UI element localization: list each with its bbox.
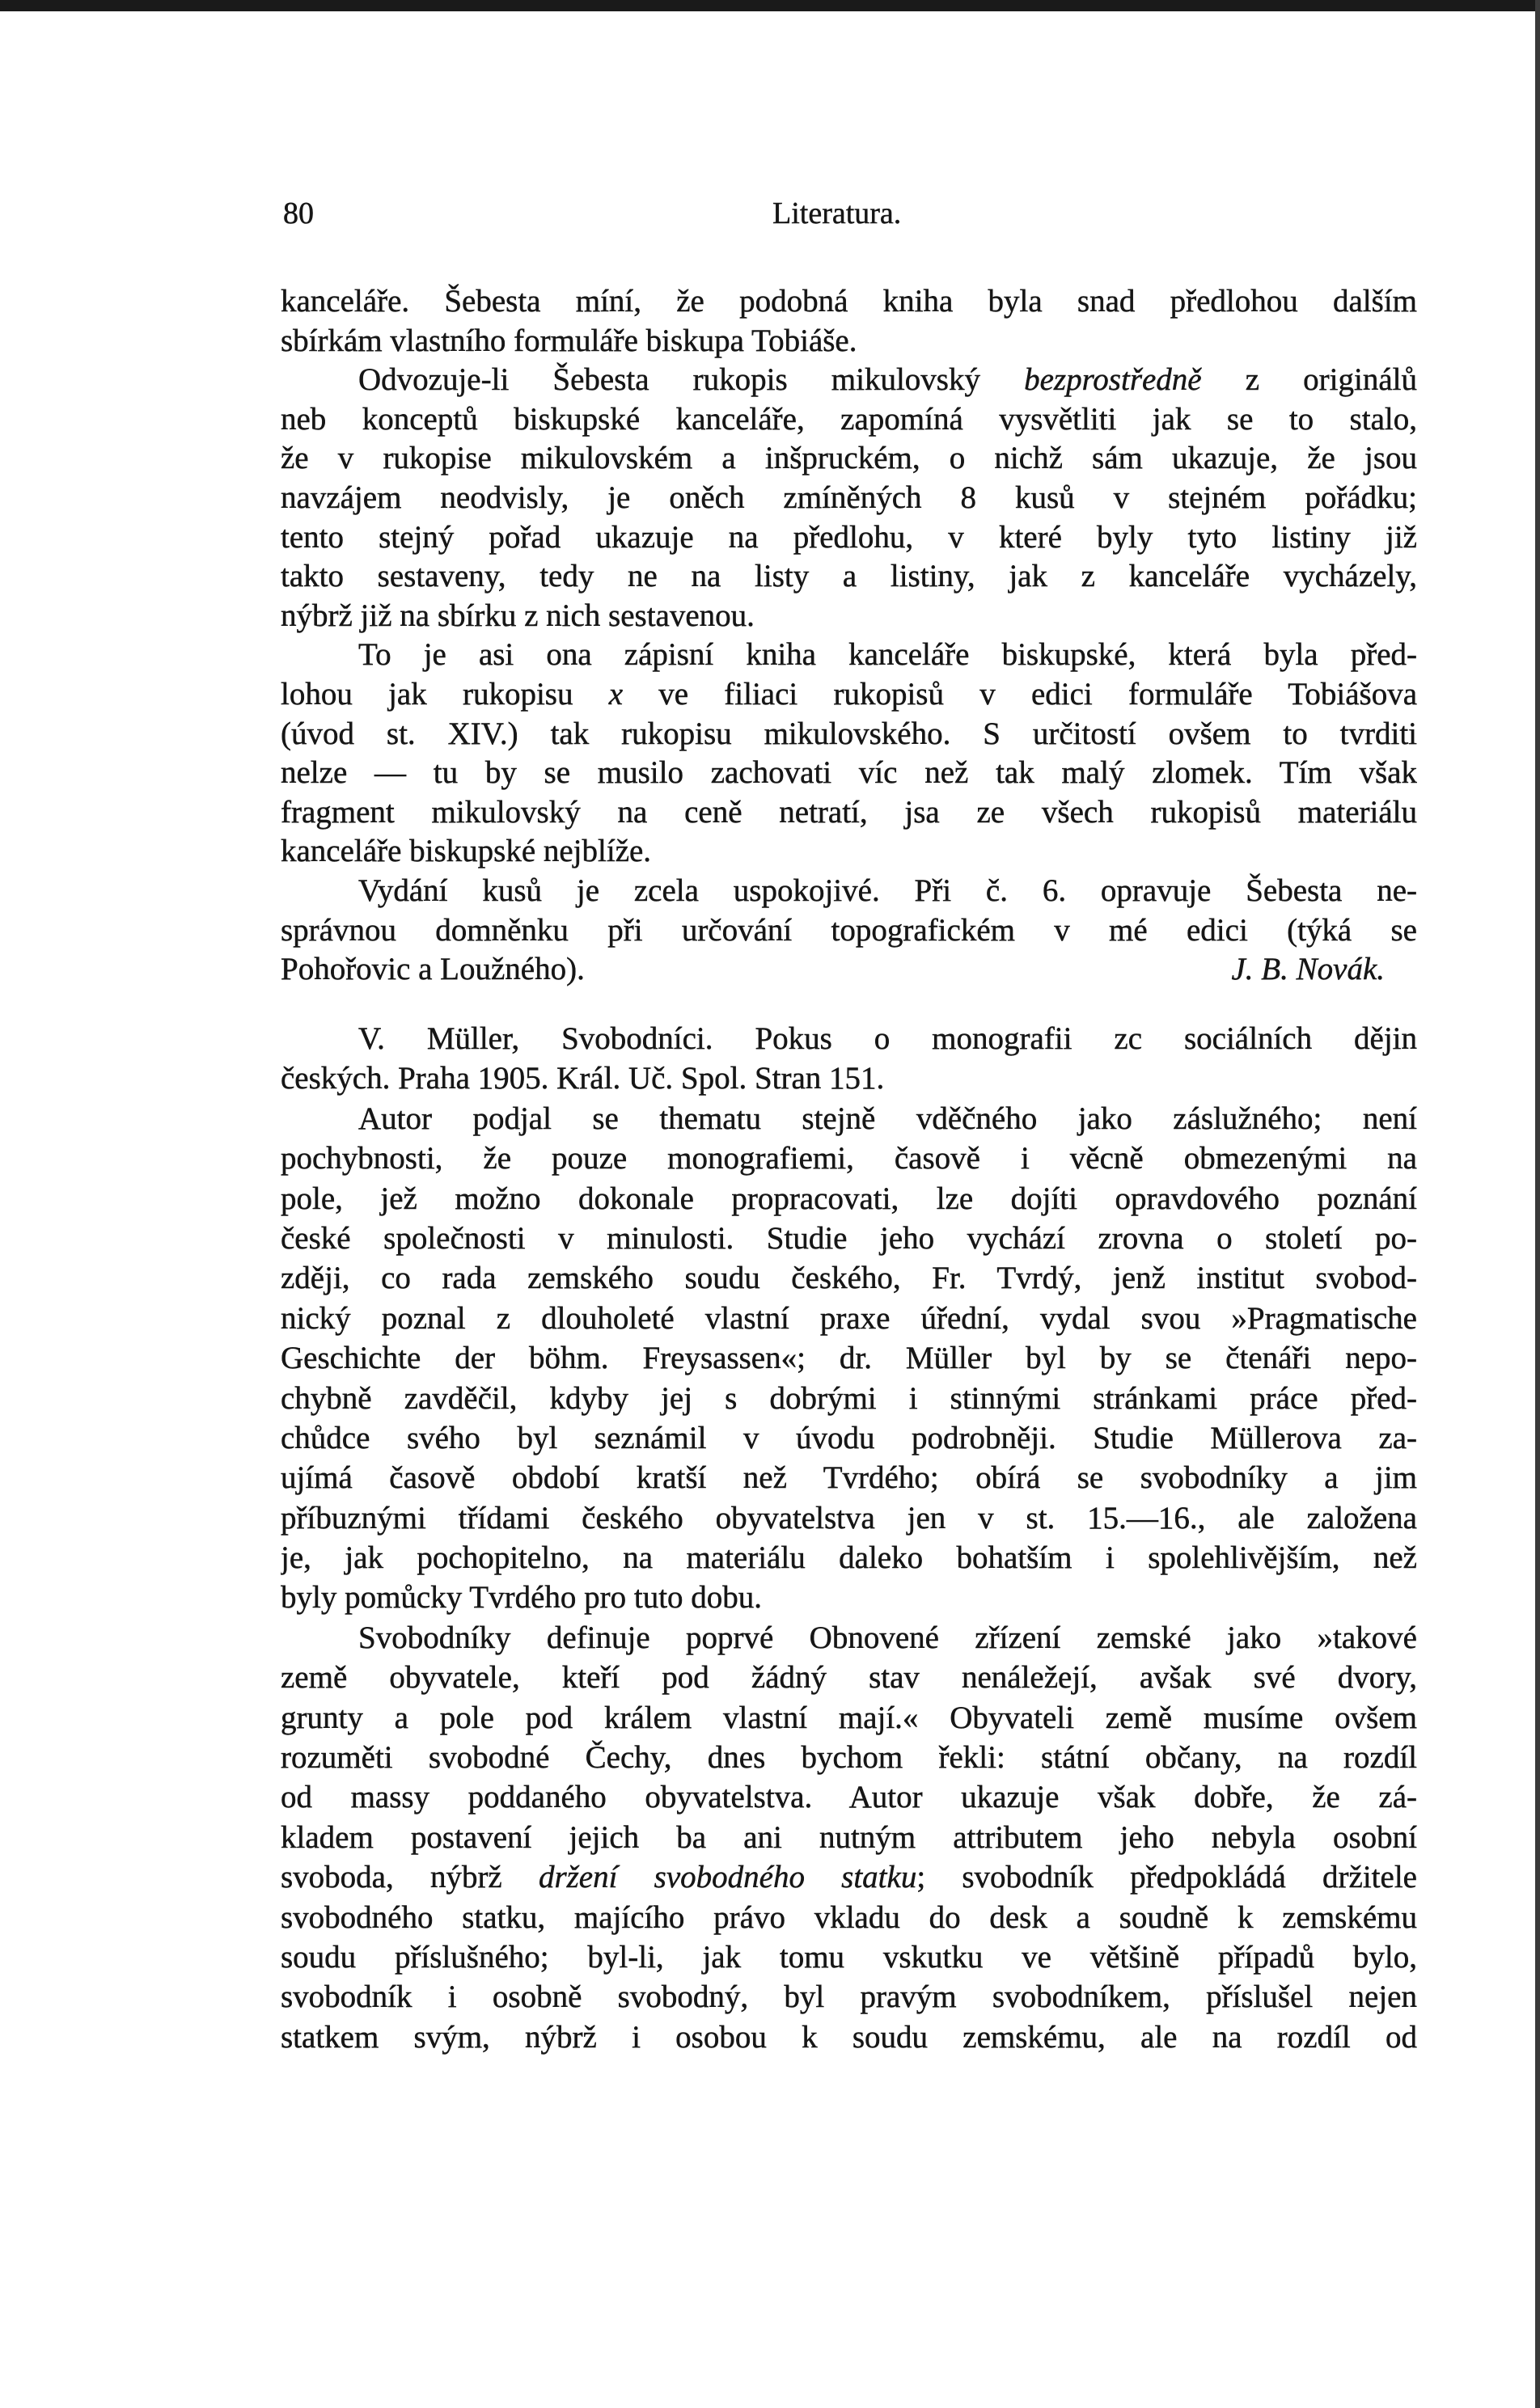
scan-edge-top (0, 0, 1540, 11)
text-line: pochybnosti, že pouze monografiemi, časově i věcně obmezenými na (281, 1141, 1417, 1177)
review-sebesta-body (281, 282, 1417, 990)
review-muller-body (281, 1019, 1417, 2057)
text-segment: lohou jak rukopisu (281, 676, 609, 712)
text-line: Svobodníky definuje poprvé Obnovené zřízení zemské jako »takové (358, 1620, 1417, 1655)
page-number: 80 (283, 196, 314, 230)
text-line: grunty a pole pod králem vlastní mají.« Obyvateli země musíme ovšem (281, 1700, 1417, 1735)
text-line: To je asi ona zápisní kniha kanceláře biskupské, která byla před- (358, 637, 1417, 673)
paragraph (281, 636, 1417, 872)
text-line: českých. Praha 1905. Král. Uč. Spol. Stran 151. (281, 1061, 885, 1096)
text-line: zději, co rada zemského soudu českého, Fr. Tvrdý, jenž institut svobod- (281, 1261, 1417, 1296)
text-line: kanceláře. Šebesta míní, že podobná kniha byla snad předlohou dalším (281, 284, 1417, 319)
text-line: tento stejný pořad ukazuje na předlohu, v které byly tyto listiny již (281, 519, 1417, 555)
text-line: nelze — tu by se musilo zachovati víc než tak malý zlomek. Tím však (281, 755, 1417, 791)
paragraph (281, 1618, 1417, 2057)
text-segment: svoboda, nýbrž (281, 1860, 539, 1895)
text-line: ujímá časově období kratší než Tvrdého; obírá se svobodníky a jim (281, 1460, 1417, 1496)
italic-emphasis: bezprostředně (1024, 362, 1202, 398)
text-line: kanceláře biskupské nejblíže. (281, 834, 652, 869)
text-line (281, 675, 1417, 715)
text-line: Vydání kusů je zcela uspokojivé. Při č. 6. opravuje Šebesta ne- (358, 872, 1417, 908)
text-line: takto sestaveny, tedy ne na listy a listiny, jak z kanceláře vycházely, (281, 559, 1417, 594)
text-line: od massy poddaného obyvatelstva. Autor ukazuje však dobře, že zá- (281, 1780, 1417, 1815)
text-line: české společnosti v minulosti. Studie jeho vychází zrovna o století po- (281, 1220, 1417, 1256)
text-line: statkem svým, nýbrž i osobou k soudu zemskému, ale na rozdíl od (281, 2019, 1417, 2055)
text-line: pole, jež možno dokonale propracovati, lze dojíti opravdového poznání (281, 1181, 1417, 1216)
text-segment: Odvozuje-li Šebesta rukopis mikulovský (358, 362, 1025, 398)
italic-emphasis: x (608, 676, 624, 712)
text-line: sbírkám vlastního formuláře biskupa Tobiáše. (281, 323, 857, 358)
text-line: země obyvatele, kteří pod žádný stav nenáležejí, avšak své dvory, (281, 1660, 1417, 1696)
scan-edge-right (1535, 0, 1540, 2408)
text-line: V. Müller, Svobodníci. Pokus o monografii zc sociálních dějin (358, 1021, 1417, 1056)
text-line: Geschichte der böhm. Freysassen«; dr. Müller byl by se čtenáři nepo- (281, 1341, 1417, 1376)
text-segment: z originálů (1201, 362, 1417, 398)
running-head: Literatura. (772, 196, 902, 230)
text-line: fragment mikulovský na ceně netratí, jsa ze všech rukopisů materiálu (281, 794, 1417, 830)
text-line: kladem postavení jejich ba ani nutným attributem jeho nebyla osobní (281, 1819, 1417, 1855)
paragraph (281, 282, 1417, 361)
text-line: navzájem neodvisly, je oněch zmíněných 8 kusů v stejném pořádku; (281, 479, 1417, 515)
text-line: rozuměti svobodné Čechy, dnes bychom řekli: státní občany, na rozdíl (281, 1740, 1417, 1776)
text-line (281, 950, 1417, 990)
text-line (281, 1857, 1417, 1897)
text-segment: ; svobodník předpokládá držitele (916, 1860, 1417, 1895)
text-line: příbuznými třídami českého obyvatelstva jen v st. 15.—16., ale založena (281, 1500, 1417, 1536)
paragraph (281, 1019, 1417, 1099)
text-line (281, 361, 1417, 400)
text-line: nýbrž již na sbírku z nich sestavenou. (281, 598, 755, 633)
text-line: svobodník i osobně svobodný, byl pravým svobodníkem, příslušel nejen (281, 1979, 1417, 2015)
text-segment: ve filiaci rukopisů v edici formuláře Tobiášova (623, 676, 1417, 712)
text-line: soudu příslušného; byl-li, jak tomu vskutku ve většině případů bylo, (281, 1939, 1417, 1975)
text-line: nický poznal z dlouholeté vlastní praxe úřední, vydal svou »Pragmatische (281, 1300, 1417, 1336)
line-text: Pohořovic a Loužného). (281, 952, 585, 987)
text-line: je, jak pochopitelno, na materiálu daleko bohatším i spolehlivějším, než (281, 1540, 1417, 1576)
paragraph (281, 872, 1417, 990)
text-line: chůdce svého byl seznámil v úvodu podrobněji. Studie Müllerova za- (281, 1420, 1417, 1455)
text-line: (úvod st. XIV.) tak rukopisu mikulovského. S určitostí ovšem to tvrditi (281, 716, 1417, 751)
text-line: že v rukopise mikulovském a inšpruckém, o nichž sám ukazuje, že jsou (281, 441, 1417, 476)
text-line: chybně zavděčil, kdyby jej s dobrými i stinnými stránkami práce před- (281, 1380, 1417, 1416)
text-line: svobodného statku, majícího právo vkladu do desk a soudně k zemskému (281, 1899, 1417, 1935)
text-line: byly pomůcky Tvrdého pro tuto dobu. (281, 1580, 763, 1616)
italic-emphasis: držení svobodného statku (538, 1860, 917, 1895)
text-line: neb konceptů biskupské kanceláře, zapomíná vysvětliti jak se to stalo, (281, 401, 1417, 437)
paragraph (281, 361, 1417, 636)
author-signature: J. B. Novák. (1231, 952, 1385, 987)
text-line: správnou domněnku při určování topografickém v mé edici (týká se (281, 912, 1417, 948)
text-line: Autor podjal se thematu stejně vděčného jako záslužného; není (358, 1100, 1417, 1136)
paragraph (281, 1099, 1417, 1618)
